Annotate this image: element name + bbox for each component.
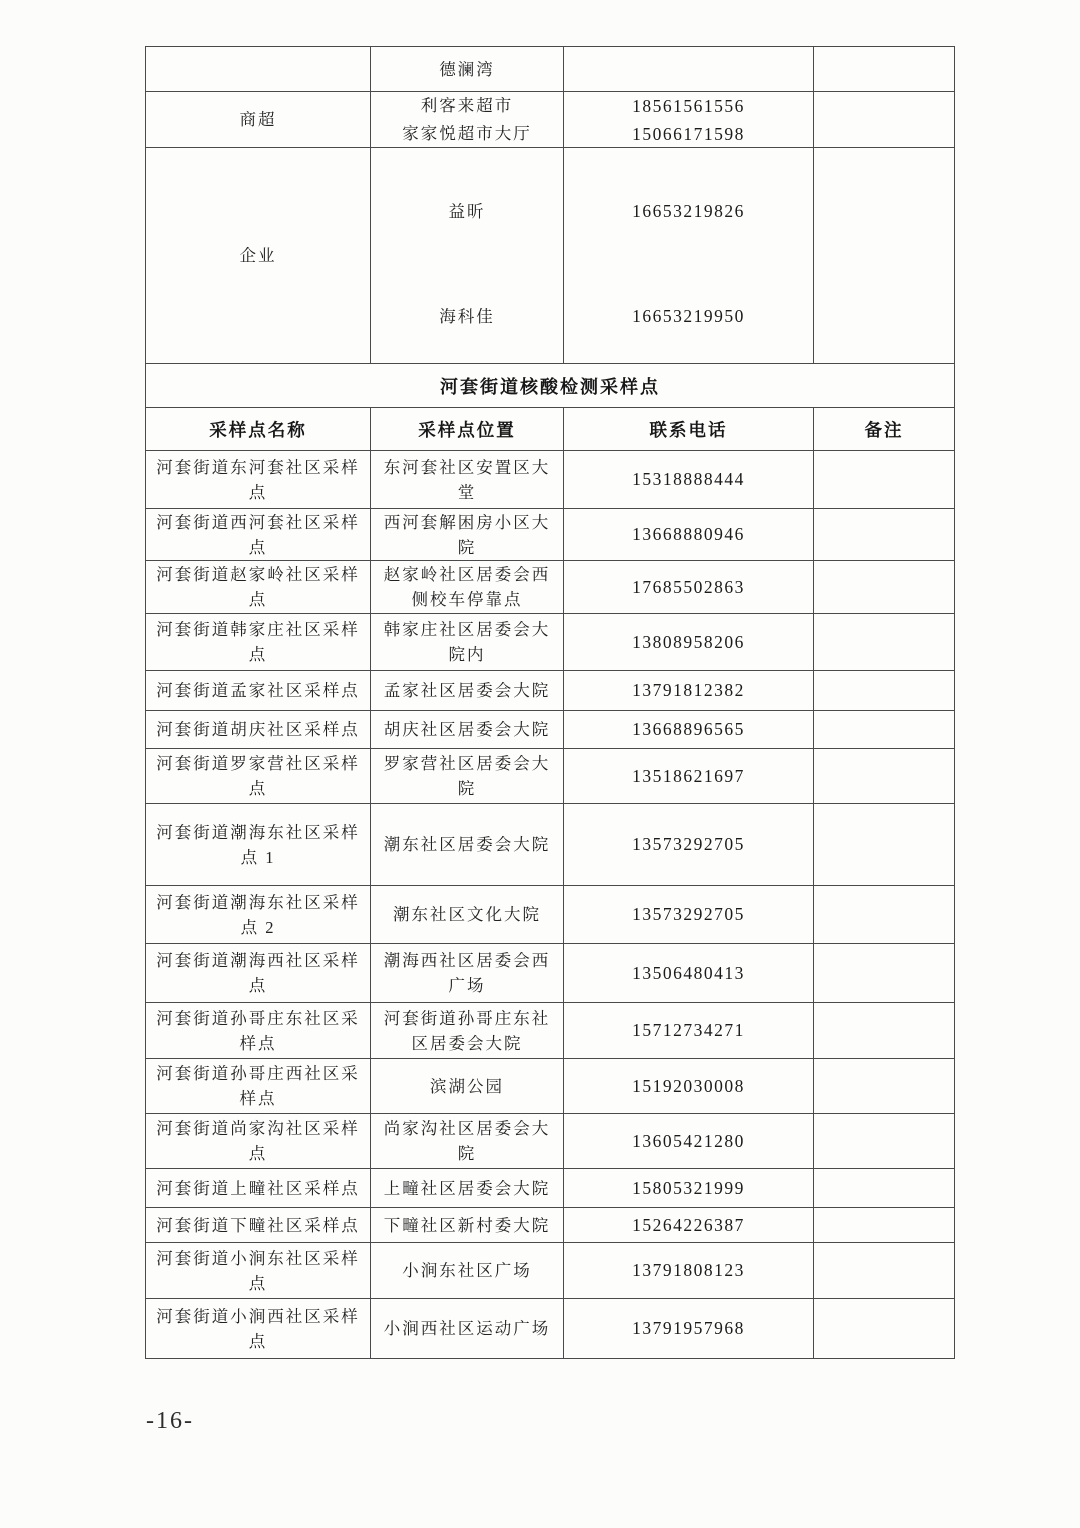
contact-phone: 18561561556: [632, 95, 745, 116]
site-name: 利客来超市: [420, 95, 514, 115]
sampling-site-name-cell: 河套街道小涧东社区采样点: [146, 1243, 371, 1298]
table-row: [146, 1003, 954, 1059]
note-cell: [814, 1003, 954, 1058]
contact-phone-cell: 13791812382: [564, 671, 814, 710]
site-name: 海科佳: [439, 307, 495, 327]
sampling-site-location-cell: 潮东社区居委会大院: [371, 804, 564, 885]
note-cell: [814, 1243, 954, 1298]
category-cell: 商超: [146, 92, 371, 147]
contact-phone-cell: 17685502863: [564, 561, 814, 613]
continuation-row: [146, 47, 954, 92]
contact-phone-cell: 13573292705: [564, 804, 814, 885]
table-row: [146, 509, 954, 561]
note-cell: [814, 749, 954, 803]
table-row: [146, 1059, 954, 1114]
sampling-site-location-cell: 小涧东社区广场: [371, 1243, 564, 1298]
contact-phone-cell: [564, 47, 814, 91]
note-cell: [814, 1114, 954, 1168]
note-cell: [814, 451, 954, 508]
table-row: [146, 749, 954, 804]
sampling-site-name-cell: 河套街道潮海东社区采样点 1: [146, 804, 371, 885]
sampling-site-location-cell: 河套街道孙哥庄东社区居委会大院: [371, 1003, 564, 1058]
sampling-site-location-cell: 西河套解困房小区大院: [371, 509, 564, 560]
sampling-site-location-cell: 潮东社区文化大院: [371, 886, 564, 943]
table-row: [146, 1114, 954, 1169]
sampling-site-name-cell: 河套街道胡庆社区采样点: [146, 711, 371, 748]
note-cell: [814, 1208, 954, 1242]
note-cell: [814, 614, 954, 670]
sampling-site-location-cell: 潮海西社区居委会西广场: [371, 944, 564, 1002]
note-cell: [814, 711, 954, 748]
sampling-site-name-cell: 河套街道东河套社区采样点: [146, 451, 371, 508]
category-cell: [146, 47, 371, 91]
sampling-site-location-cell: 韩家庄社区居委会大院内: [371, 614, 564, 670]
column-header-note: 备注: [864, 419, 904, 440]
contact-phone-cell: 13791808123: [564, 1243, 814, 1298]
sampling-site-location-cell: 东河套社区安置区大堂: [371, 451, 564, 508]
note-cell: [814, 804, 954, 885]
sampling-site-name-cell: 河套街道尚家沟社区采样点: [146, 1114, 371, 1168]
table-row: [146, 944, 954, 1003]
contact-phone-cell: 15805321999: [564, 1169, 814, 1207]
sampling-site-name-cell: 河套街道潮海东社区采样点 2: [146, 886, 371, 943]
contact-phone-cell: 13605421280: [564, 1114, 814, 1168]
table-row: [146, 886, 954, 944]
contact-phone-cell: [564, 148, 814, 363]
sampling-site-location-cell: 下疃社区新村委大院: [371, 1208, 564, 1242]
sampling-points-table: [145, 46, 955, 1359]
category-cell: 企业: [146, 148, 371, 363]
table-row: [146, 1299, 954, 1358]
sampling-site-name-cell: 河套街道西河套社区采样点: [146, 509, 371, 560]
note-cell: [814, 1059, 954, 1113]
sampling-point-rows: [146, 451, 954, 1358]
table-row: [146, 671, 954, 711]
sampling-site-location-cell: 尚家沟社区居委会大院: [371, 1114, 564, 1168]
contact-phone-cell: [564, 92, 814, 147]
note-cell: [814, 92, 954, 147]
contact-phone-cell: 15264226387: [564, 1208, 814, 1242]
sampling-site-name-cell: 河套街道潮海西社区采样点: [146, 944, 371, 1002]
site-name: 益昕: [448, 201, 486, 221]
contact-phone: 16653219826: [632, 200, 745, 221]
note-cell: [814, 1299, 954, 1358]
column-header-site-location: 采样点位置: [371, 408, 564, 450]
site-name: 家家悦超市大厅: [402, 123, 532, 143]
contact-phone-cell: 13668896565: [564, 711, 814, 748]
note-cell: [814, 509, 954, 560]
sampling-site-name-cell: 河套街道小涧西社区采样点: [146, 1299, 371, 1358]
contact-phone-cell: 13808958206: [564, 614, 814, 670]
site-name-cell: [371, 92, 564, 147]
table-row: [146, 451, 954, 509]
site-name-cell: 德澜湾: [371, 47, 564, 91]
note-cell: [814, 886, 954, 943]
sampling-site-location-cell: 滨湖公园: [371, 1059, 564, 1113]
page-number: -16-: [146, 1408, 194, 1434]
table-row: [146, 614, 954, 671]
note-cell: [814, 148, 954, 363]
sampling-site-name-cell: 河套街道罗家营社区采样点: [146, 749, 371, 803]
section-title: 河套街道核酸检测采样点: [146, 364, 954, 408]
table-row: [146, 561, 954, 614]
contact-phone-cell: 13668880946: [564, 509, 814, 560]
continuation-row: [146, 148, 954, 364]
sampling-site-location-cell: 罗家营社区居委会大院: [371, 749, 564, 803]
sampling-site-location-cell: 孟家社区居委会大院: [371, 671, 564, 710]
sampling-site-name-cell: 河套街道孟家社区采样点: [146, 671, 371, 710]
contact-phone-cell: 13791957968: [564, 1299, 814, 1358]
sampling-site-location-cell: 胡庆社区居委会大院: [371, 711, 564, 748]
sampling-site-location-cell: 小涧西社区运动广场: [371, 1299, 564, 1358]
sampling-site-name-cell: 河套街道上疃社区采样点: [146, 1169, 371, 1207]
sampling-site-name-cell: 河套街道孙哥庄东社区采样点: [146, 1003, 371, 1058]
column-header-site-name: 采样点名称: [146, 408, 371, 450]
contact-phone-cell: 13573292705: [564, 886, 814, 943]
note-cell: [814, 47, 954, 91]
contact-phone-cell: 15192030008: [564, 1059, 814, 1113]
table-header-row: [146, 408, 954, 451]
sampling-site-name-cell: 河套街道孙哥庄西社区采样点: [146, 1059, 371, 1113]
continuation-row: [146, 92, 954, 148]
table-row: [146, 1243, 954, 1299]
contact-phone-cell: 15318888444: [564, 451, 814, 508]
sampling-site-location-cell: 上疃社区居委会大院: [371, 1169, 564, 1207]
note-cell: [814, 671, 954, 710]
sampling-site-location-cell: 赵家岭社区居委会西侧校车停靠点: [371, 561, 564, 613]
table-row: [146, 711, 954, 749]
table-row: [146, 1169, 954, 1208]
table-row: [146, 1208, 954, 1243]
sampling-site-name-cell: 河套街道下疃社区采样点: [146, 1208, 371, 1242]
contact-phone: 16653219950: [632, 306, 745, 327]
note-cell: [814, 561, 954, 613]
column-header-contact-phone: 联系电话: [564, 408, 814, 450]
note-cell: [814, 944, 954, 1002]
note-cell: [814, 1169, 954, 1207]
contact-phone: 15066171598: [632, 123, 745, 144]
sampling-site-name-cell: 河套街道赵家岭社区采样点: [146, 561, 371, 613]
contact-phone-cell: 15712734271: [564, 1003, 814, 1058]
table-row: [146, 804, 954, 886]
contact-phone-cell: 13506480413: [564, 944, 814, 1002]
sampling-site-name-cell: 河套街道韩家庄社区采样点: [146, 614, 371, 670]
contact-phone-cell: 13518621697: [564, 749, 814, 803]
site-name-cell: [371, 148, 564, 363]
